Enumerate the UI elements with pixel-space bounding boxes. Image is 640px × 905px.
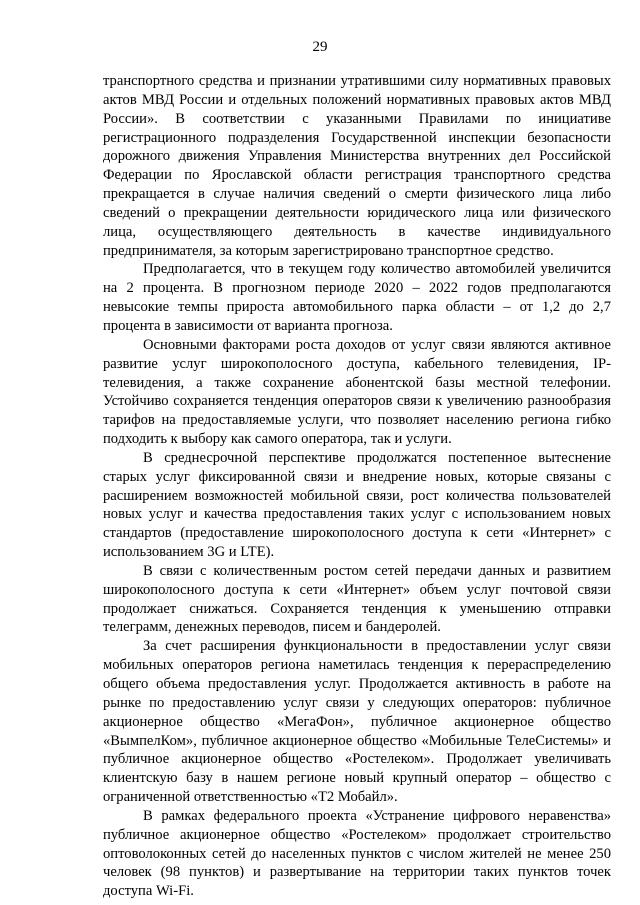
body-text [103,72,611,901]
paragraph-postal-services: В связи с количественным ростом сетей передачи данных и развитием широкополосного доступа к сети «Интернет» объем услуг почтовой связи продолжает снижаться. Сохраняется тенденция к уменьшению отправки телеграмм, денежных переводов, писем и бандеролей. [103,562,611,636]
paragraph-car-fleet-forecast: Предполагается, что в текущем году количество автомобилей увеличится на 2 процента. В прогнозном периоде 2020 – 2022 годов предполагаются невысокие темпы прироста автомобильного парка области – от 1,2 до 2,7 процента в зависимости от варианта прогноза. [103,261,611,334]
paragraph-mobile-operators: За счет расширения функциональности в предоставлении услуг связи мобильных операторов региона наметилась тенденция к перераспределению общего объема предоставления услуг. Продолжается активность в работе на рынке по предоставлению услуг связи у следующих операторов: публичное акционерное общество «МегаФон», публичное акционерное общество «ВымпелКом», публичное акционерное общество «Мобильные ТелеСистемы» и публичное акционерное общество «Ростелеком». Продолжает увеличивать клиентскую базу в нашем регионе новый крупный оператор – общество с ограниченной ответственностью «Т2 Мобайл». [103,638,611,806]
page-number: 29 [312,39,328,55]
paragraph-digital-inequality-project: В рамках федерального проекта «Устранение цифрового неравенства» публичное акционерное общество «Ростелеком» продолжает строительство оптоволоконных сетей до населенных пунктов с числом жителей не менее 250 человек (98 пунктов) и развертывание на территории таких пунктов точек доступа Wi-Fi. [103,807,611,900]
paragraph-vehicle-registration: транспортного средства и признании утратившими силу нормативных правовых актов МВД России и отдельных положений нормативных правовых актов МВД России». В соответствии с указанными Правилами по инициативе регистрационного подразделения Государственной инспекции безопасности дорожного движения Управления Министерства внутренних дел Российской Федерации по Ярославской области регистрация транспортного средства прекращается в случае наличия сведений о смерти физического лица либо сведений о прекращении деятельности юридического лица или физического лица, осуществляющего деятельность в качестве индивидуального предпринимателя, за которым зарегистрировано транспортное средство. [103,73,611,259]
paragraph-communication-revenue-factors: Основными факторами роста доходов от услуг связи являются активное развитие услуг широкополосного доступа, кабельного телевидения, IP-телевидения, а также сохранение абонентской базы местной телефонии. Устойчиво сохраняется тенденция операторов связи к увеличению разнообразия тарифов на предоставляемые услуги, что позволяет населению региона гибко подходить к выбору как самого оператора, так и услуги. [103,336,611,448]
paragraph-medium-term-outlook: В среднесрочной перспективе продолжатся постепенное вытеснение старых услуг фиксированной связи и внедрение новых, которые связаны с расширением возможностей мобильной связи, рост количества пользователей новых услуг и качества предоставления таких услуг с использованием новых стандартов (предоставление широкополосного доступа к сети «Интернет» с использованием 3G и LTE). [103,449,611,561]
